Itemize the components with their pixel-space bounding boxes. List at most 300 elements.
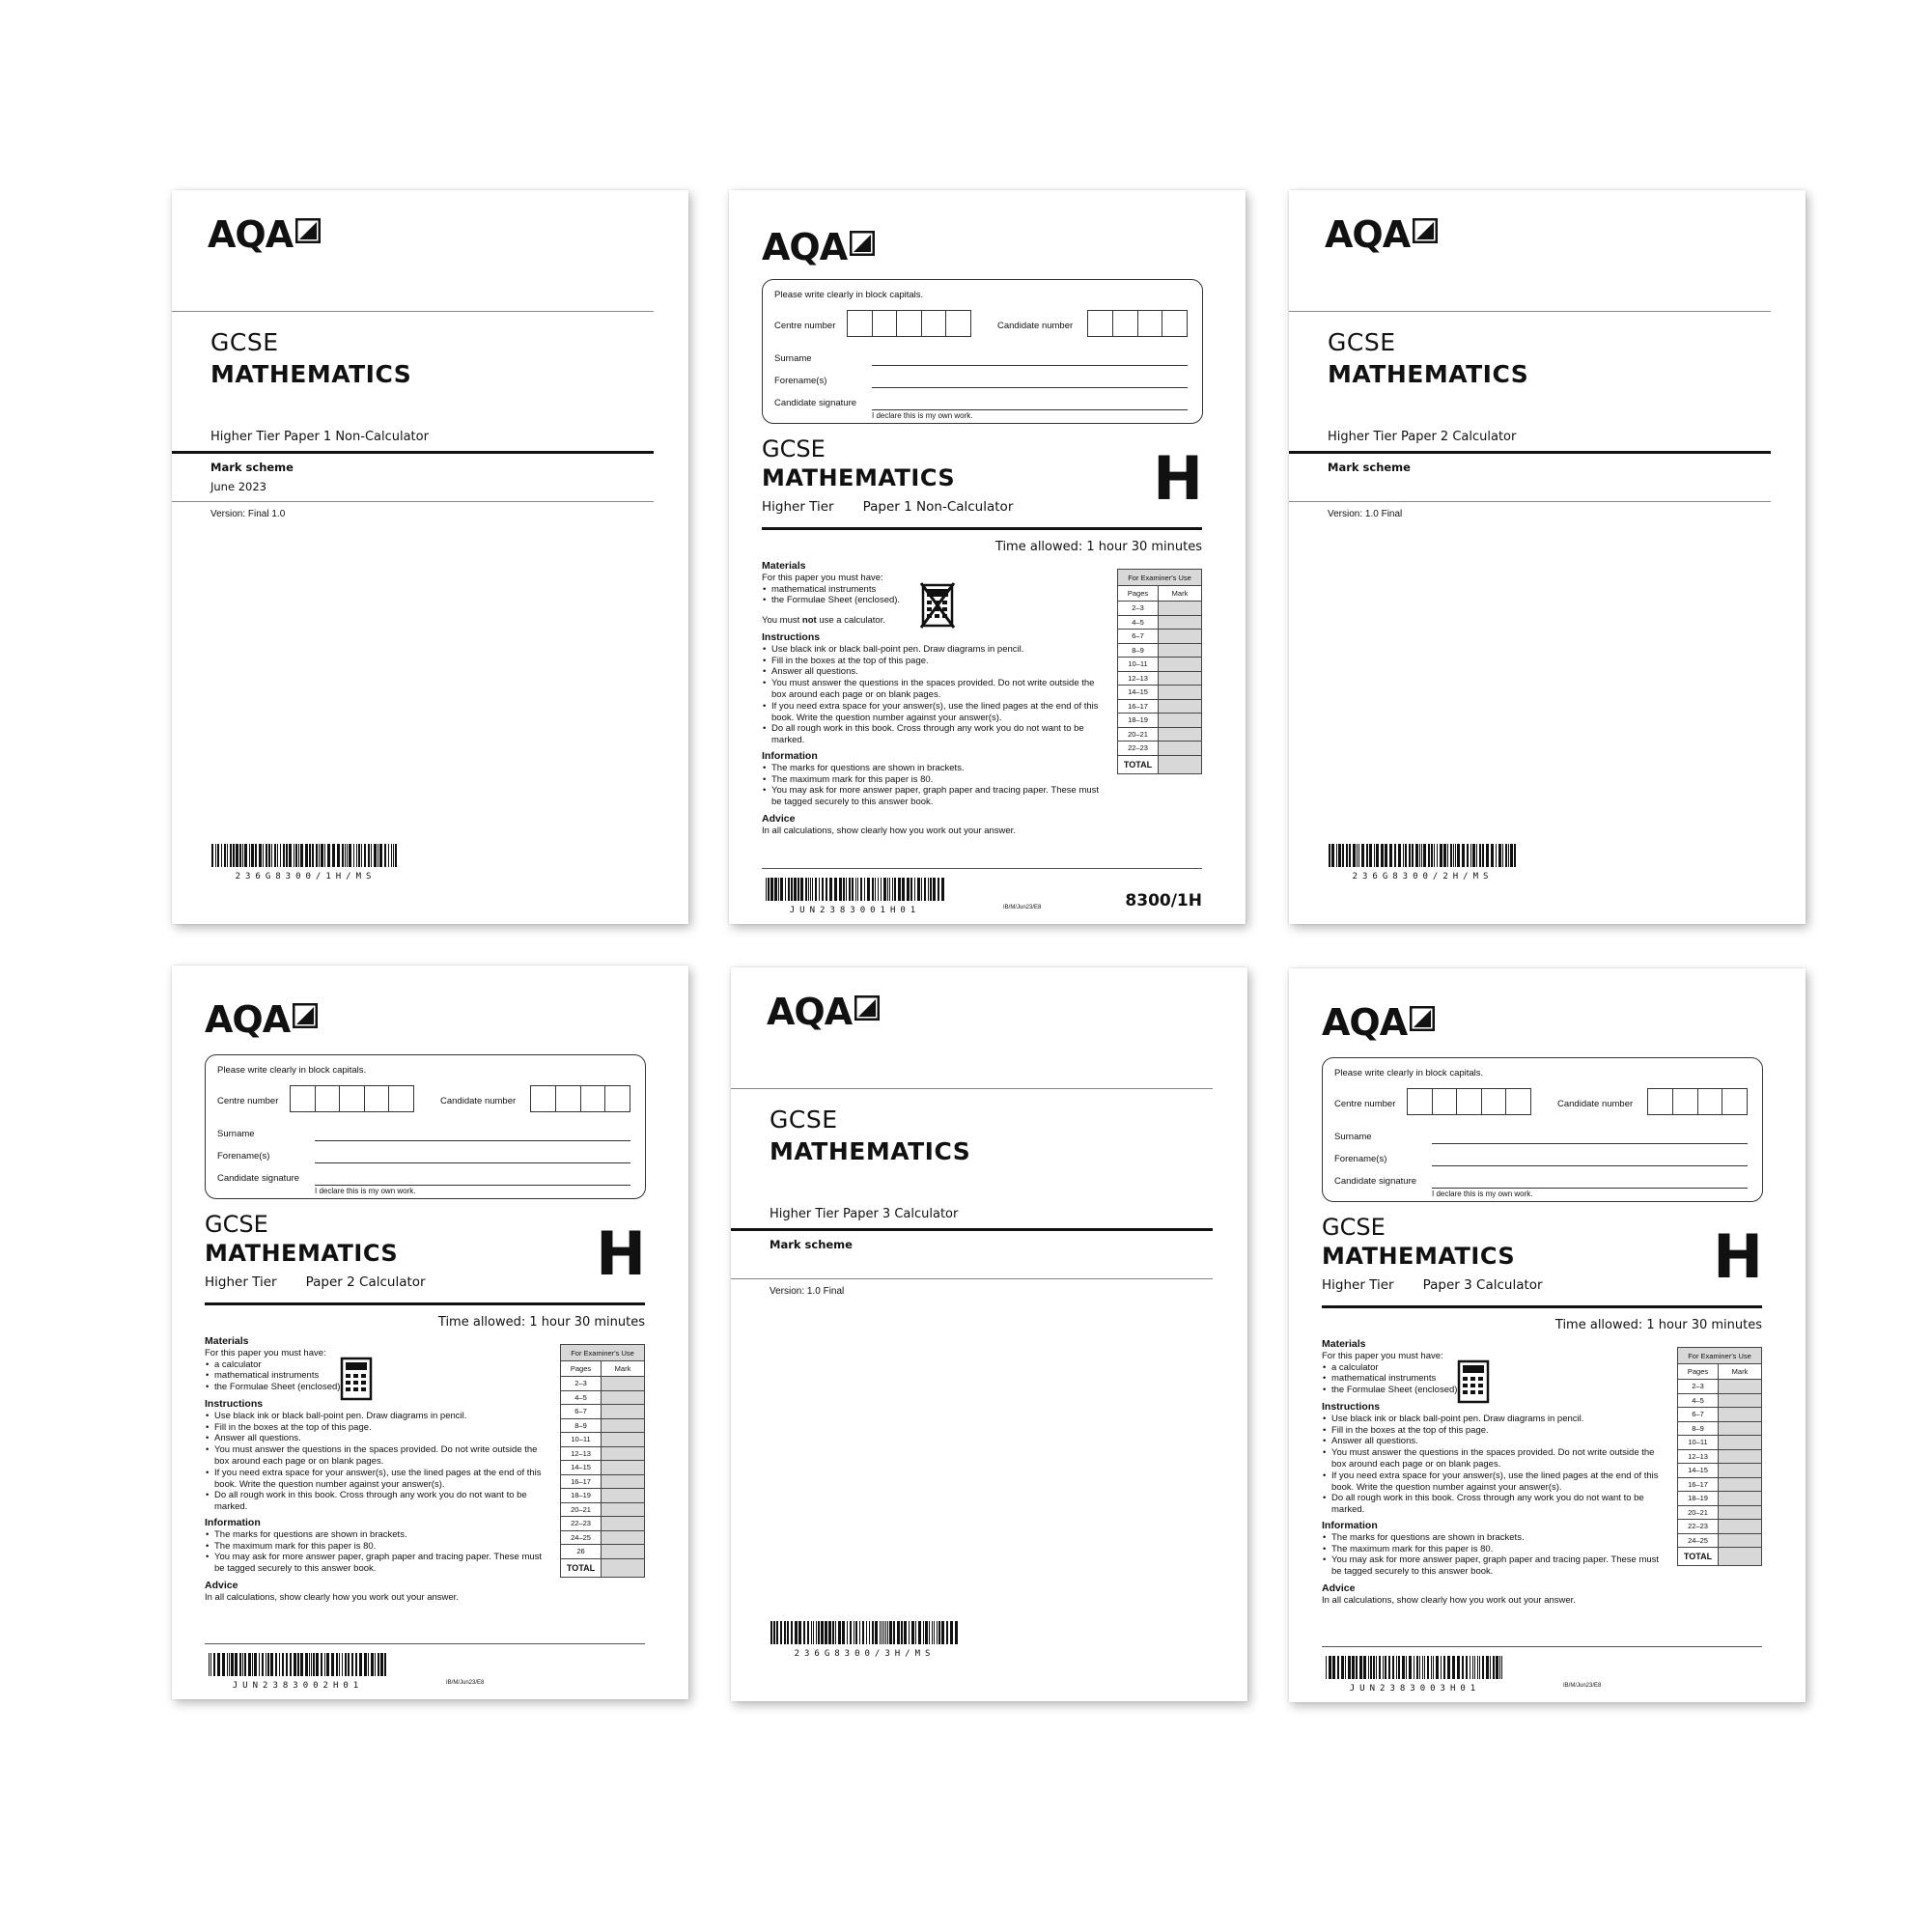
declaration: I declare this is my own work. xyxy=(1432,1190,1533,1198)
block-capitals-note: Please write clearly in block capitals. xyxy=(774,290,924,300)
mark-cell[interactable] xyxy=(1719,1505,1762,1520)
signature-field[interactable] xyxy=(315,1185,630,1186)
list-item: • If you need extra space for your answer(s), use the lined pages at the end of this book. Write the question number against your answer(s). xyxy=(771,701,1100,724)
centre-number-label: Centre number xyxy=(774,321,836,331)
mark-cell[interactable] xyxy=(602,1517,645,1531)
subject: GCSE xyxy=(762,435,826,462)
examiner-row xyxy=(1678,1505,1762,1520)
mark-cell[interactable] xyxy=(1159,727,1202,742)
total-mark-cell[interactable] xyxy=(602,1558,645,1577)
barcode-text: JUN2383003H01 xyxy=(1349,1684,1481,1694)
pages-range: 6–7 xyxy=(561,1405,602,1419)
mark-cell[interactable] xyxy=(1159,742,1202,756)
instructions-heading: Instructions xyxy=(762,630,821,643)
list-item: • You must answer the questions in the spaces provided. Do not write outside the box around each page or on blank pages. xyxy=(214,1444,543,1468)
mark-scheme-paper3-cover xyxy=(731,967,1247,1701)
examiner-row xyxy=(1118,602,1202,616)
mark-cell[interactable] xyxy=(602,1474,645,1489)
pages-range: 16–17 xyxy=(561,1474,602,1489)
divider-thick xyxy=(762,527,1202,530)
examiner-row xyxy=(1678,1464,1762,1478)
pages-range: 24–25 xyxy=(561,1530,602,1545)
pages-range: 12–13 xyxy=(1118,671,1159,686)
list-item: • You may ask for more answer paper, graph paper and tracing paper. These must be tagged securely to this answer book. xyxy=(214,1552,543,1575)
mark-cell[interactable] xyxy=(1159,699,1202,714)
aqa-logo: AQA xyxy=(208,216,321,253)
col-mark: Mark xyxy=(1159,586,1202,602)
mark-cell[interactable] xyxy=(602,1433,645,1447)
tier: Higher Tier xyxy=(762,499,834,515)
declaration: I declare this is my own work. xyxy=(315,1187,416,1195)
mark-cell[interactable] xyxy=(1159,714,1202,728)
tier-letter: H xyxy=(1713,1221,1763,1292)
mark-cell[interactable] xyxy=(602,1418,645,1433)
list-item: • Do all rough work in this book. Cross through any work you do not want to be marked. xyxy=(214,1490,543,1513)
pages-range: 14–15 xyxy=(561,1461,602,1475)
mark-cell[interactable] xyxy=(1719,1421,1762,1436)
aqa-leaf-icon xyxy=(295,218,321,243)
question-paper2-cover xyxy=(172,966,688,1699)
examiner-row xyxy=(1678,1436,1762,1450)
list-item: • If you need extra space for your answer(s), use the lined pages at the end of this book. Write the question number against your answer(s). xyxy=(214,1468,543,1491)
paper-name: Higher Tier Paper 1 Non-Calculator xyxy=(210,430,429,444)
aqa-logo: AQA xyxy=(762,229,875,266)
reference: IB/M/Jun23/E8 xyxy=(1003,905,1042,910)
col-mark: Mark xyxy=(602,1361,645,1377)
pages-range: 4–5 xyxy=(1118,615,1159,630)
examiner-use-table xyxy=(560,1344,645,1578)
mark-cell[interactable] xyxy=(602,1530,645,1545)
instructions-list xyxy=(1322,1414,1660,1516)
examiner-row xyxy=(561,1405,645,1419)
information-heading: Information xyxy=(762,749,818,762)
divider xyxy=(731,1278,1213,1279)
pages-range: 20–21 xyxy=(561,1502,602,1517)
examiner-row xyxy=(561,1502,645,1517)
forenames-field[interactable] xyxy=(315,1162,630,1163)
mark-cell[interactable] xyxy=(602,1405,645,1419)
calculator-icon xyxy=(1457,1359,1490,1404)
pages-range: 24–25 xyxy=(1678,1533,1719,1548)
instructions-heading: Instructions xyxy=(1322,1400,1381,1413)
materials-intro: For this paper you must have: xyxy=(1322,1350,1443,1361)
pages-range: 18–19 xyxy=(561,1489,602,1503)
surname-label: Surname xyxy=(1334,1132,1372,1142)
tier-paper xyxy=(762,499,1013,515)
candidate-number-field[interactable] xyxy=(1087,310,1188,337)
calculator-note: You must not use a calculator. xyxy=(762,615,885,627)
pages-range: 2–3 xyxy=(1118,602,1159,616)
examiner-row xyxy=(1118,686,1202,700)
total-row xyxy=(1118,755,1202,773)
candidate-number-label: Candidate number xyxy=(1557,1099,1634,1109)
barcode xyxy=(1326,1656,1504,1694)
examiner-use-header: For Examiner's Use xyxy=(1678,1348,1762,1364)
list-item: • You must answer the questions in the spaces provided. Do not write outside the box around each page or on blank pages. xyxy=(1331,1447,1660,1470)
list-item: • Answer all questions. xyxy=(771,666,1100,678)
col-pages: Pages xyxy=(1118,586,1159,602)
time-allowed: Time allowed: 1 hour 30 minutes xyxy=(994,540,1202,554)
mark-cell[interactable] xyxy=(1719,1380,1762,1394)
pages-range: 10–11 xyxy=(561,1433,602,1447)
barcode-bars xyxy=(1326,1656,1504,1679)
question-paper1-cover xyxy=(729,190,1246,924)
subject: GCSE xyxy=(210,328,279,356)
examiner-row xyxy=(1678,1533,1762,1548)
tier: Higher Tier xyxy=(1322,1277,1394,1293)
list-item: • You may ask for more answer paper, graph paper and tracing paper. These must be tagged securely to this answer book. xyxy=(1331,1554,1660,1578)
list-item: • Use black ink or black ball-point pen. Draw diagrams in pencil. xyxy=(771,644,1100,656)
paper-name: Paper 3 Calculator xyxy=(1422,1277,1543,1293)
candidate-details-box xyxy=(205,1054,646,1199)
barcode-bars xyxy=(209,1653,387,1676)
signature-label: Candidate signature xyxy=(1334,1176,1417,1187)
information-list xyxy=(205,1529,543,1575)
instructions-list xyxy=(762,644,1100,746)
examiner-row xyxy=(561,1461,645,1475)
examiner-row xyxy=(1118,714,1202,728)
forenames-field[interactable] xyxy=(872,387,1188,388)
centre-number-field[interactable] xyxy=(1407,1088,1531,1115)
list-item: • a calculator xyxy=(1331,1362,1660,1374)
pages-range: 4–5 xyxy=(561,1390,602,1405)
title: MATHEMATICS xyxy=(1322,1243,1516,1270)
materials-heading: Materials xyxy=(762,560,806,572)
pages-range: 16–17 xyxy=(1678,1477,1719,1492)
mark-cell[interactable] xyxy=(1159,615,1202,630)
forenames-label: Forename(s) xyxy=(774,376,827,386)
list-item: • the Formulae Sheet (enclosed). xyxy=(1331,1385,1660,1396)
list-item: • the Formulae Sheet (enclosed). xyxy=(771,595,1100,606)
footer-rule xyxy=(1322,1646,1762,1647)
mark-cell[interactable] xyxy=(1159,658,1202,672)
examiner-row xyxy=(561,1517,645,1531)
barcode-text: 236G8300/1H/MS xyxy=(235,872,377,882)
examiner-row xyxy=(561,1530,645,1545)
subject: GCSE xyxy=(205,1211,268,1238)
list-item: • Fill in the boxes at the top of this page. xyxy=(1331,1425,1660,1437)
examiner-row xyxy=(561,1446,645,1461)
mark-cell[interactable] xyxy=(1719,1449,1762,1464)
barcode-bars xyxy=(770,1621,959,1644)
mark-cell[interactable] xyxy=(1159,671,1202,686)
title: MATHEMATICS xyxy=(770,1137,971,1165)
doc-type: Mark scheme xyxy=(210,461,294,474)
mark-cell[interactable] xyxy=(1159,602,1202,616)
list-item: • The maximum mark for this paper is 80. xyxy=(1331,1544,1660,1555)
pages-range: 8–9 xyxy=(1678,1421,1719,1436)
mark-cell[interactable] xyxy=(1719,1492,1762,1506)
examiner-row xyxy=(561,1545,645,1559)
instructions-heading: Instructions xyxy=(205,1397,264,1410)
mark-cell[interactable] xyxy=(602,1446,645,1461)
list-item: • You may ask for more answer paper, graph paper and tracing paper. These must be tagged securely to this answer book. xyxy=(771,785,1100,808)
paper-name: Paper 1 Non-Calculator xyxy=(862,499,1014,515)
divider-thick xyxy=(1322,1305,1762,1308)
information-list xyxy=(762,763,1100,808)
barcode-text: 236G8300/2H/MS xyxy=(1352,872,1494,882)
examiner-use-table xyxy=(1117,569,1202,774)
aqa-leaf-icon xyxy=(1410,1006,1435,1031)
mark-cell[interactable] xyxy=(602,1489,645,1503)
divider xyxy=(1289,501,1771,502)
pages-range: 4–5 xyxy=(1678,1393,1719,1408)
time-allowed: Time allowed: 1 hour 30 minutes xyxy=(437,1315,645,1330)
block-capitals-note: Please write clearly in block capitals. xyxy=(1334,1068,1484,1078)
divider-thick xyxy=(731,1228,1213,1231)
no-calculator-icon xyxy=(919,581,956,630)
pages-range: 18–19 xyxy=(1118,714,1159,728)
examiner-use-header: For Examiner's Use xyxy=(1118,570,1202,586)
tier-paper xyxy=(1322,1277,1543,1293)
centre-number-field[interactable] xyxy=(847,310,971,337)
aqa-leaf-icon xyxy=(854,995,880,1021)
advice-heading: Advice xyxy=(762,812,796,825)
list-item: • The marks for questions are shown in brackets. xyxy=(1331,1532,1660,1544)
examiner-row xyxy=(1678,1520,1762,1534)
materials-intro: For this paper you must have: xyxy=(205,1347,326,1358)
examiner-row xyxy=(1118,671,1202,686)
examiner-row xyxy=(1118,742,1202,756)
reference: IB/M/Jun23/E8 xyxy=(446,1680,485,1686)
list-item: • mathematical instruments xyxy=(214,1370,543,1382)
advice-heading: Advice xyxy=(1322,1582,1356,1594)
aqa-logo: AQA xyxy=(1325,216,1438,253)
mark-cell[interactable] xyxy=(1719,1408,1762,1422)
examiner-row xyxy=(1118,630,1202,644)
total-mark-cell[interactable] xyxy=(1719,1548,1762,1566)
mark-cell[interactable] xyxy=(1719,1533,1762,1548)
title: MATHEMATICS xyxy=(205,1240,399,1267)
advice-text: In all calculations, show clearly how you work out your answer. xyxy=(1322,1594,1576,1606)
time-allowed: Time allowed: 1 hour 30 minutes xyxy=(1554,1318,1762,1332)
divider xyxy=(1289,311,1771,312)
subject: GCSE xyxy=(770,1106,838,1134)
list-item: • Use black ink or black ball-point pen. Draw diagrams in pencil. xyxy=(214,1411,543,1422)
mark-cell[interactable] xyxy=(1159,630,1202,644)
advice-heading: Advice xyxy=(205,1579,238,1591)
aqa-logo: AQA xyxy=(1322,1004,1435,1041)
list-item: • Do all rough work in this book. Cross through any work you do not want to be marked. xyxy=(1331,1493,1660,1516)
examiner-row xyxy=(561,1390,645,1405)
barcode xyxy=(766,878,944,915)
aqa-leaf-icon xyxy=(850,231,875,256)
mark-scheme-paper2-cover xyxy=(1289,190,1806,924)
version: Version: Final 1.0 xyxy=(210,509,286,519)
mark-cell[interactable] xyxy=(602,1502,645,1517)
pages-range: 10–11 xyxy=(1118,658,1159,672)
tier: Higher Tier xyxy=(205,1274,277,1290)
paper-name: Paper 2 Calculator xyxy=(305,1274,426,1290)
candidate-number-label: Candidate number xyxy=(440,1096,517,1106)
question-paper3-cover xyxy=(1289,968,1806,1702)
col-pages: Pages xyxy=(1678,1364,1719,1380)
divider-thick xyxy=(205,1302,645,1305)
barcode-text: JUN2383001H01 xyxy=(789,906,921,915)
examiner-use-table xyxy=(1677,1347,1762,1566)
information-list xyxy=(1322,1532,1660,1578)
list-item: • Fill in the boxes at the top of this page. xyxy=(214,1422,543,1434)
mark-cell[interactable] xyxy=(1719,1436,1762,1450)
barcode-text: JUN2383002H01 xyxy=(232,1681,364,1691)
list-item: • Fill in the boxes at the top of this page. xyxy=(771,656,1100,667)
aqa-leaf-icon xyxy=(1413,218,1438,243)
pages-range: 26 xyxy=(561,1545,602,1559)
signature-field[interactable] xyxy=(872,409,1188,410)
title: MATHEMATICS xyxy=(210,360,412,388)
pages-range: 14–15 xyxy=(1118,686,1159,700)
paper-name: Higher Tier Paper 3 Calculator xyxy=(770,1207,959,1221)
signature-label: Candidate signature xyxy=(217,1173,300,1184)
list-item: • a calculator xyxy=(214,1359,543,1371)
list-item: • Use black ink or black ball-point pen. Draw diagrams in pencil. xyxy=(1331,1414,1660,1425)
barcode xyxy=(770,1621,959,1659)
pages-range: 6–7 xyxy=(1678,1408,1719,1422)
pages-range: 12–13 xyxy=(1678,1449,1719,1464)
title: MATHEMATICS xyxy=(762,464,956,491)
total-label: TOTAL xyxy=(1678,1548,1719,1566)
centre-number-label: Centre number xyxy=(217,1096,279,1106)
information-heading: Information xyxy=(1322,1519,1378,1531)
mark-cell[interactable] xyxy=(602,1461,645,1475)
subject: GCSE xyxy=(1322,1214,1386,1241)
examiner-use-header: For Examiner's Use xyxy=(561,1345,645,1361)
materials-heading: Materials xyxy=(205,1335,249,1347)
pages-range: 2–3 xyxy=(561,1377,602,1391)
tier-paper xyxy=(205,1274,426,1290)
candidate-number-field[interactable] xyxy=(530,1085,630,1112)
barcode xyxy=(1329,844,1517,882)
pages-range: 8–9 xyxy=(1118,643,1159,658)
reference: IB/M/Jun23/E8 xyxy=(1563,1683,1602,1689)
block-capitals-note: Please write clearly in block capitals. xyxy=(217,1065,367,1076)
surname-field[interactable] xyxy=(872,365,1188,366)
examiner-row xyxy=(1678,1421,1762,1436)
barcode xyxy=(209,1653,387,1691)
examiner-row xyxy=(1678,1449,1762,1464)
signature-field[interactable] xyxy=(1432,1188,1748,1189)
pages-range: 22–23 xyxy=(561,1517,602,1531)
pages-range: 10–11 xyxy=(1678,1436,1719,1450)
examiner-row xyxy=(1678,1408,1762,1422)
pages-range: 22–23 xyxy=(1118,742,1159,756)
mark-cell[interactable] xyxy=(602,1390,645,1405)
examiner-row xyxy=(1678,1380,1762,1394)
information-heading: Information xyxy=(205,1516,261,1528)
total-label: TOTAL xyxy=(561,1558,602,1577)
aqa-logo: AQA xyxy=(205,1001,318,1038)
centre-number-label: Centre number xyxy=(1334,1099,1396,1109)
mark-cell[interactable] xyxy=(602,1377,645,1391)
examiner-row xyxy=(561,1474,645,1489)
candidate-number-field[interactable] xyxy=(1647,1088,1748,1115)
surname-field[interactable] xyxy=(1432,1143,1748,1144)
list-item: • The marks for questions are shown in brackets. xyxy=(771,763,1100,774)
candidate-details-box xyxy=(762,279,1203,424)
list-item: • mathematical instruments xyxy=(1331,1373,1660,1385)
examiner-row xyxy=(561,1418,645,1433)
examiner-row xyxy=(1118,699,1202,714)
examiner-row xyxy=(561,1489,645,1503)
pages-range: 6–7 xyxy=(1118,630,1159,644)
forenames-label: Forename(s) xyxy=(1334,1154,1387,1164)
mark-cell[interactable] xyxy=(1159,643,1202,658)
pages-range: 2–3 xyxy=(1678,1380,1719,1394)
barcode-bars xyxy=(766,878,944,901)
examiner-row xyxy=(1678,1393,1762,1408)
mark-cell[interactable] xyxy=(1719,1477,1762,1492)
instructions-block xyxy=(205,1332,543,1604)
doc-type: Mark scheme xyxy=(770,1238,853,1251)
version: Version: 1.0 Final xyxy=(770,1286,845,1297)
pages-range: 8–9 xyxy=(561,1418,602,1433)
list-item: • Answer all questions. xyxy=(1331,1436,1660,1447)
mark-cell[interactable] xyxy=(1719,1464,1762,1478)
surname-field[interactable] xyxy=(315,1140,630,1141)
surname-label: Surname xyxy=(774,353,812,364)
examiner-row xyxy=(1118,658,1202,672)
barcode-text: 236G8300/3H/MS xyxy=(794,1649,936,1659)
materials-list xyxy=(1322,1362,1660,1396)
materials-list xyxy=(205,1359,543,1393)
date: June 2023 xyxy=(210,480,266,493)
footer-rule xyxy=(205,1643,645,1644)
aqa-logo: AQA xyxy=(767,994,880,1030)
total-row xyxy=(561,1558,645,1577)
pages-range: 22–23 xyxy=(1678,1520,1719,1534)
total-row xyxy=(1678,1548,1762,1566)
divider xyxy=(172,311,654,312)
candidate-details-box xyxy=(1322,1057,1763,1202)
candidate-number-label: Candidate number xyxy=(997,321,1074,331)
doc-type: Mark scheme xyxy=(1328,461,1411,474)
list-item: • Answer all questions. xyxy=(214,1433,543,1444)
col-mark: Mark xyxy=(1719,1364,1762,1380)
mark-cell[interactable] xyxy=(1719,1520,1762,1534)
materials-intro: For this paper you must have: xyxy=(762,572,883,583)
mark-cell[interactable] xyxy=(1159,686,1202,700)
list-item: • mathematical instruments xyxy=(771,584,1100,596)
examiner-row xyxy=(1118,643,1202,658)
divider-thick xyxy=(1289,451,1771,454)
paper-code: 8300/1H xyxy=(1125,891,1202,910)
mark-cell[interactable] xyxy=(1719,1393,1762,1408)
examiner-row xyxy=(561,1377,645,1391)
pages-range: 18–19 xyxy=(1678,1492,1719,1506)
paper-name: Higher Tier Paper 2 Calculator xyxy=(1328,430,1517,444)
tier-letter: H xyxy=(1153,443,1203,514)
examiner-row xyxy=(1678,1477,1762,1492)
centre-number-field[interactable] xyxy=(290,1085,414,1112)
instructions-block xyxy=(1322,1335,1660,1607)
pages-range: 16–17 xyxy=(1118,699,1159,714)
divider xyxy=(731,1088,1213,1089)
list-item: • The marks for questions are shown in brackets. xyxy=(214,1529,543,1541)
list-item: • Do all rough work in this book. Cross through any work you do not want to be marked. xyxy=(771,723,1100,746)
total-mark-cell[interactable] xyxy=(1159,755,1202,773)
calculator-icon xyxy=(340,1357,373,1401)
footer-rule xyxy=(762,868,1202,869)
list-item: • the Formulae Sheet (enclosed). xyxy=(214,1382,543,1393)
examiner-row xyxy=(561,1433,645,1447)
title: MATHEMATICS xyxy=(1328,360,1529,388)
forenames-field[interactable] xyxy=(1432,1165,1748,1166)
tier-letter: H xyxy=(596,1218,646,1289)
list-item: • The maximum mark for this paper is 80. xyxy=(214,1541,543,1553)
mark-cell[interactable] xyxy=(602,1545,645,1559)
mark-scheme-paper1-cover xyxy=(172,190,688,924)
version: Version: 1.0 Final xyxy=(1328,509,1403,519)
